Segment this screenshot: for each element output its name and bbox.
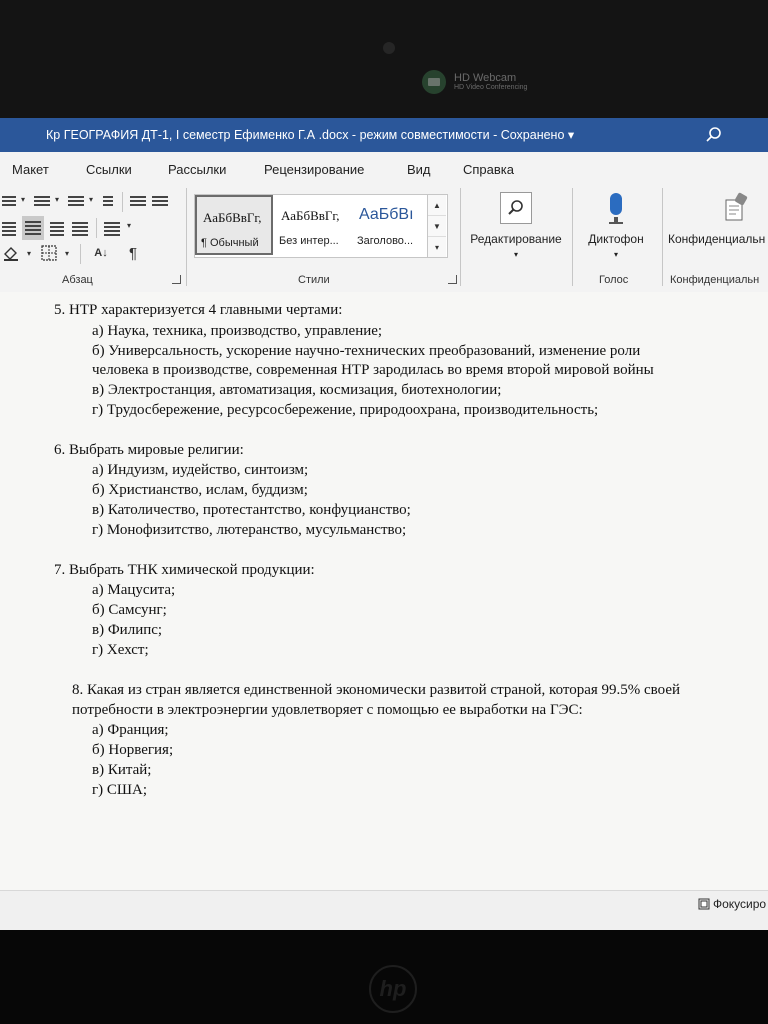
answer-option: человека в производстве, современная НТР зародилась во время второй мировой войны (92, 362, 654, 378)
chevron-down-icon[interactable]: ▼ (428, 216, 446, 237)
chevron-down-icon: ▾ (613, 250, 618, 259)
tab-layout[interactable]: Макет (12, 162, 49, 177)
editing-label: Редактирование (470, 232, 562, 246)
answer-option: б) Норвегия; (92, 742, 174, 758)
dictate-label: Диктофон (588, 232, 644, 246)
camera-icon (422, 70, 446, 94)
styles-gallery (194, 194, 448, 258)
chevron-down-icon[interactable]: ▾ (126, 220, 131, 230)
style-heading[interactable] (353, 195, 427, 255)
search-icon (500, 192, 532, 224)
pilcrow-icon[interactable]: ¶ (128, 244, 138, 262)
focus-icon (698, 898, 710, 910)
microphone-icon (600, 192, 632, 224)
style-name: Заголово... (357, 235, 414, 247)
question-title: 6. Выбрать мировые религии: (54, 442, 244, 458)
document-page[interactable] (0, 292, 768, 932)
answer-option: а) Мацусита; (92, 582, 176, 598)
question-title: 8. Какая из стран является единственной экономически развитой страной, которая 99.5% своей (72, 682, 681, 698)
question-title: 5. НТР характеризуется 4 главными чертами: (54, 302, 343, 318)
style-normal[interactable] (195, 195, 273, 255)
chevron-down-icon[interactable]: ▾ (64, 248, 69, 258)
tab-review[interactable]: Рецензирование (264, 162, 365, 177)
answer-option: а) Франция; (92, 722, 169, 738)
answer-option: в) Китай; (92, 762, 152, 778)
answer-option: г) Хехст; (92, 642, 149, 658)
focus-mode-button[interactable] (698, 897, 766, 911)
chevron-up-icon[interactable]: ▲ (428, 195, 446, 216)
gallery-scroller[interactable] (427, 195, 446, 257)
group-label-sensitivity: Конфиденциальн (670, 274, 760, 286)
align-right-icon[interactable] (50, 220, 64, 238)
dialog-launcher-icon[interactable] (448, 275, 457, 284)
answer-option: г) Монофизитство, лютеранство, мусульманство; (92, 522, 407, 538)
chevron-down-icon[interactable]: ▾ (88, 194, 93, 204)
answer-option: а) Наука, техника, производство, управление; (92, 323, 383, 339)
answer-option: г) США; (92, 782, 148, 798)
tab-mailings[interactable]: Рассылки (168, 162, 227, 177)
chevron-down-icon[interactable]: ▾ (20, 194, 25, 204)
question-title: 7. Выбрать ТНК химической продукции: (54, 562, 315, 578)
increase-indent-icon[interactable] (152, 194, 168, 208)
style-sample: АаБбВı (359, 206, 414, 223)
sort-icon[interactable]: A↓ (94, 247, 108, 259)
webcam-title: HD Webcam (454, 72, 517, 85)
answer-option: б) Христианство, ислам, буддизм; (92, 482, 308, 498)
hp-logo: hp (369, 965, 417, 1013)
style-no-spacing[interactable] (275, 195, 353, 255)
document-title[interactable]: Кр ГЕОГРАФИЯ ДТ-1, I семестр Ефименко Г.А .docx - режим совместимости - Сохранено ▾ (46, 128, 575, 142)
answer-option: в) Филипс; (92, 622, 163, 638)
ribbon (0, 182, 768, 293)
style-name: Без интер... (279, 235, 339, 247)
list-icon[interactable] (103, 194, 113, 208)
laptop-bezel-top (0, 0, 768, 118)
webcam-subtitle: HD Video Conferencing (454, 84, 528, 92)
tab-view[interactable]: Вид (407, 162, 431, 177)
chevron-down-icon[interactable]: ▾ (54, 194, 59, 204)
dialog-launcher-icon[interactable] (172, 275, 181, 284)
group-label-styles: Стили (298, 274, 330, 286)
answer-option: а) Индуизм, иудейство, синтоизм; (92, 462, 309, 478)
ribbon-tabs (0, 152, 768, 182)
dictate-button[interactable] (580, 192, 652, 259)
align-left-icon[interactable] (2, 220, 16, 238)
webcam-indicator (422, 70, 527, 94)
chevron-down-icon: ▾ (513, 250, 518, 259)
more-styles-icon[interactable]: ▾ (434, 242, 439, 252)
group-label-voice: Голос (599, 274, 629, 286)
answer-option: г) Трудосбережение, ресурсосбережение, природоохрана, производительность; (92, 402, 599, 418)
numbering-icon[interactable] (34, 194, 50, 208)
answer-option: в) Католичество, протестантство, конфуцианство; (92, 502, 411, 518)
question-title-cont: потребности в электроэнергии удовлетворяет с помощью ее выработки на ГЭС: (72, 702, 583, 718)
answer-option: б) Самсунг; (92, 602, 167, 618)
style-sample: АаБбВвГг, (203, 210, 262, 225)
tab-help[interactable]: Справка (463, 162, 514, 177)
window-titlebar (0, 118, 768, 152)
answer-option: б) Универсальность, ускорение научно-технических преобразований, изменение роли (92, 343, 641, 359)
focus-label: Фокусиро (713, 897, 767, 911)
status-bar (0, 890, 768, 933)
sensitivity-label: Конфиденциальн (668, 232, 766, 246)
line-spacing-icon[interactable] (104, 220, 120, 238)
sensitivity-icon (720, 192, 752, 224)
bullets-icon[interactable] (2, 194, 16, 208)
borders-icon[interactable] (40, 244, 58, 262)
answer-option: в) Электростанция, автоматизация, космизация, биотехнологии; (92, 382, 502, 398)
editing-button[interactable] (464, 192, 568, 259)
chevron-down-icon[interactable]: ▾ (26, 248, 31, 258)
decrease-indent-icon[interactable] (130, 194, 146, 208)
group-label-paragraph: Абзац (62, 274, 93, 286)
webcam-lens (383, 42, 395, 54)
tab-references[interactable]: Ссылки (86, 162, 132, 177)
multilevel-list-icon[interactable] (68, 194, 84, 208)
justify-icon[interactable] (72, 220, 88, 238)
shading-icon[interactable] (2, 244, 20, 262)
style-name: ¶ Обычный (201, 237, 259, 249)
sensitivity-button[interactable] (668, 192, 768, 246)
search-icon[interactable] (705, 126, 723, 144)
style-sample: АаБбВвГг, (281, 208, 340, 223)
align-center-icon[interactable] (22, 216, 44, 240)
